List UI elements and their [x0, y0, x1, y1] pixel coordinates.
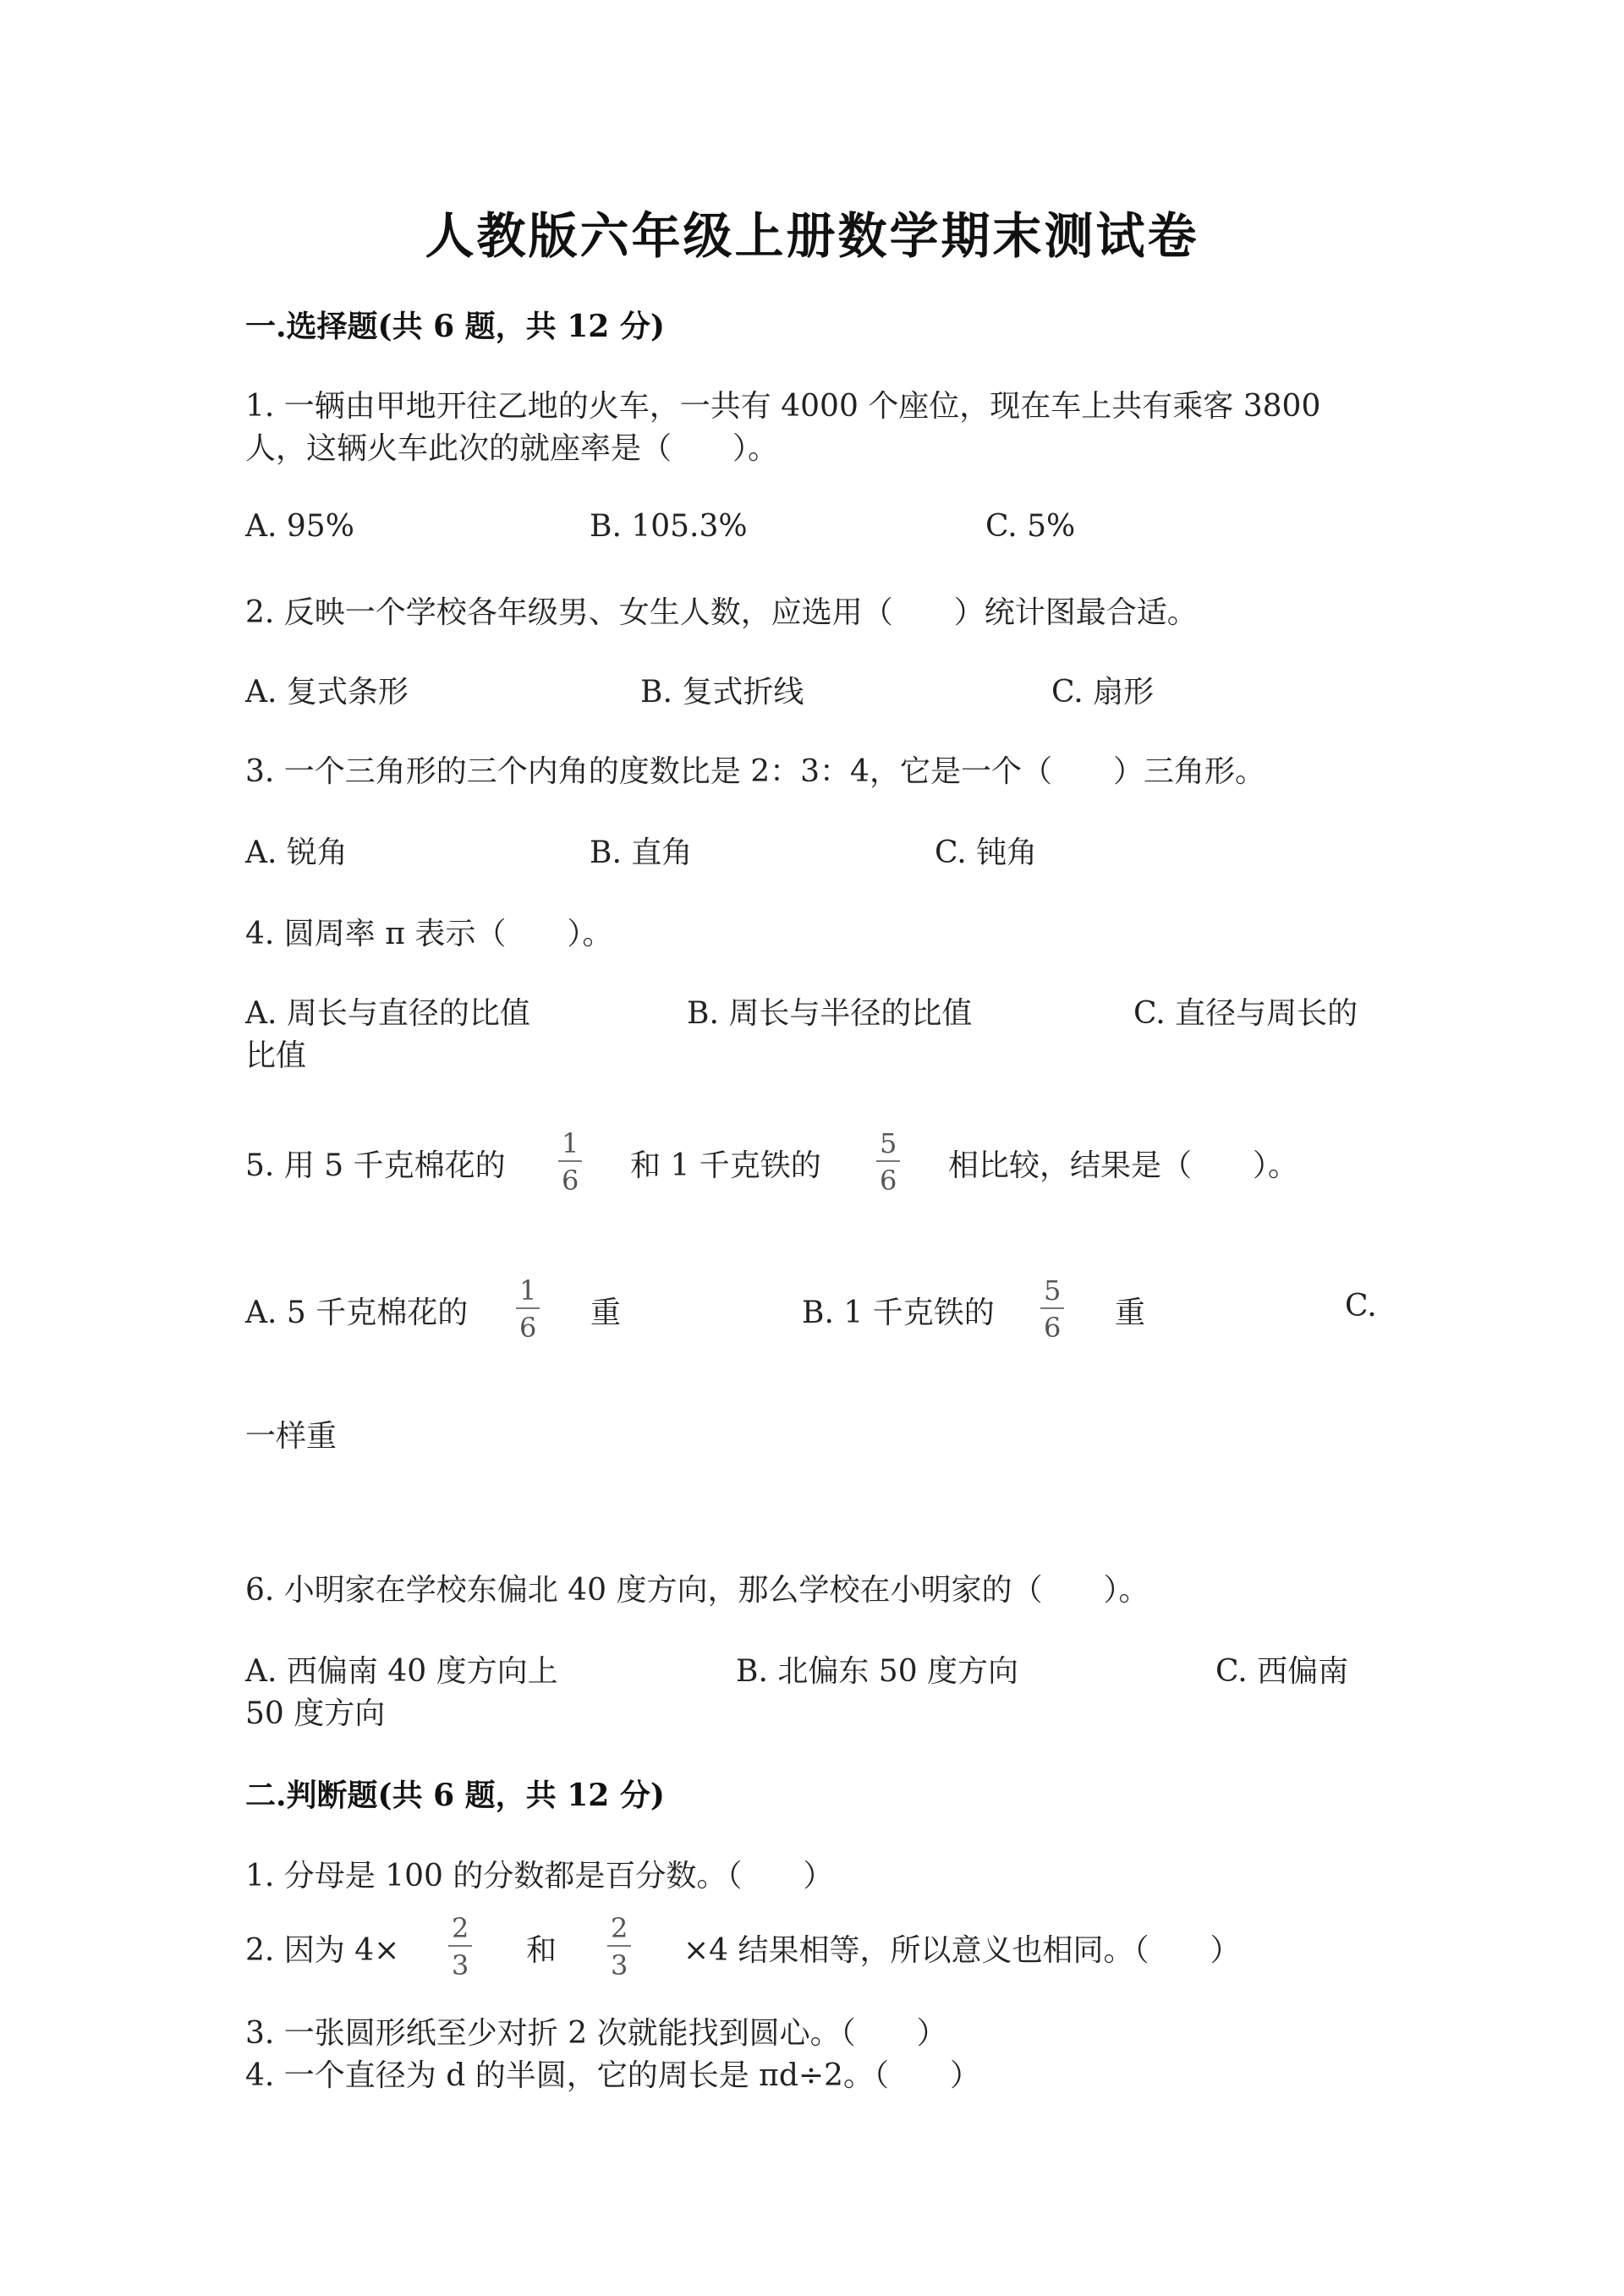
fraction-numerator: 2	[611, 1912, 628, 1944]
question-5-part3: 相比较，结果是（ ）。	[948, 1148, 1299, 1183]
section-heading-choice: 一.选择题(共 6 题，共 12 分)	[245, 309, 665, 344]
question-4-option-a: A. 周长与直径的比值	[245, 996, 530, 1031]
question-6-option-a: A. 西偏南 40 度方向上	[245, 1654, 558, 1689]
question-5-option-a-suffix: 重	[590, 1296, 622, 1330]
judgement-2-fraction-2	[606, 1912, 633, 1981]
fraction-denominator: 3	[611, 1949, 628, 1981]
question-1-line1: 1. 一辆由甲地开往乙地的火车，一共有 4000 个座位，现在车上共有乘客 3800	[245, 389, 1321, 424]
question-4-option-c: C. 直径与周长的	[1133, 996, 1358, 1031]
question-6-option-c: C. 西偏南	[1215, 1654, 1349, 1689]
question-5-option-b-suffix: 重	[1115, 1296, 1146, 1330]
question-3-option-a: A. 锐角	[245, 836, 348, 870]
question-5-option-b-fraction	[1039, 1274, 1066, 1344]
fraction-denominator: 6	[880, 1164, 897, 1197]
question-3-option-c: C. 钝角	[935, 836, 1038, 870]
judgement-4: 4. 一个直径为 d 的半圆，它的周长是 πd÷2。（ ）	[245, 2058, 980, 2093]
question-5-option-b: B. 1 千克铁的	[802, 1296, 995, 1330]
fraction-denominator: 6	[1044, 1312, 1062, 1344]
question-1-option-a: A. 95%	[245, 509, 354, 544]
fraction-denominator: 6	[562, 1164, 579, 1197]
question-1-line2: 人，这辆火车此次的就座率是（ ）。	[245, 431, 779, 466]
question-6-option-c-wrap: 50 度方向	[245, 1696, 386, 1731]
question-6-option-b: B. 北偏东 50 度方向	[736, 1654, 1019, 1689]
question-4-option-c-wrap: 比值	[245, 1038, 307, 1073]
section-heading-judgement: 二.判断题(共 6 题，共 12 分)	[245, 1778, 665, 1813]
fraction-numerator: 1	[519, 1274, 537, 1307]
page-title: 人教版六年级上册数学期末测试卷	[425, 207, 1199, 265]
question-2-option-b: B. 复式折线	[640, 675, 804, 710]
question-4: 4. 圆周率 π 表示（ ）。	[245, 917, 613, 951]
question-5-option-a-fraction	[514, 1274, 541, 1344]
question-1-option-b: B. 105.3%	[590, 509, 748, 544]
question-3: 3. 一个三角形的三个内角的度数比是 2：3：4，它是一个（ ）三角形。	[245, 754, 1265, 789]
question-5-part2: 和 1 千克铁的	[630, 1148, 821, 1183]
judgement-2-part2: 和	[526, 1933, 557, 1968]
question-5-part1: 5. 用 5 千克棉花的	[245, 1148, 506, 1183]
question-1-option-c: C. 5%	[985, 509, 1076, 544]
question-2-option-a: A. 复式条形	[245, 675, 409, 710]
question-5-fraction-1	[557, 1127, 584, 1197]
question-4-option-b: B. 周长与半径的比值	[687, 996, 973, 1031]
question-5-fraction-2	[875, 1127, 902, 1197]
judgement-3: 3. 一张圆形纸至少对折 2 次就能找到圆心。（ ）	[245, 2016, 947, 2051]
question-6: 6. 小明家在学校东偏北 40 度方向，那么学校在小明家的（ ）。	[245, 1573, 1149, 1608]
judgement-1: 1. 分母是 100 的分数都是百分数。（ ）	[245, 1859, 834, 1893]
judgement-2-part3: ×4 结果相等，所以意义也相同。（ ）	[683, 1933, 1241, 1968]
fraction-denominator: 6	[519, 1312, 537, 1344]
fraction-numerator: 5	[880, 1127, 897, 1159]
judgement-2-part1: 2. 因为 4×	[245, 1933, 400, 1968]
question-3-option-b: B. 直角	[590, 836, 693, 870]
question-2-option-c: C. 扇形	[1051, 675, 1155, 710]
question-2: 2. 反映一个学校各年级男、女生人数，应选用（ ）统计图最合适。	[245, 595, 1198, 630]
fraction-numerator: 5	[1044, 1274, 1062, 1307]
judgement-2-fraction-1	[447, 1912, 474, 1981]
fraction-numerator: 2	[452, 1912, 469, 1944]
question-5-option-c: C.	[1345, 1289, 1377, 1323]
question-5-option-c-wrap: 一样重	[245, 1419, 337, 1454]
fraction-numerator: 1	[562, 1127, 579, 1159]
fraction-denominator: 3	[452, 1949, 469, 1981]
question-5-option-a: A. 5 千克棉花的	[245, 1296, 469, 1330]
